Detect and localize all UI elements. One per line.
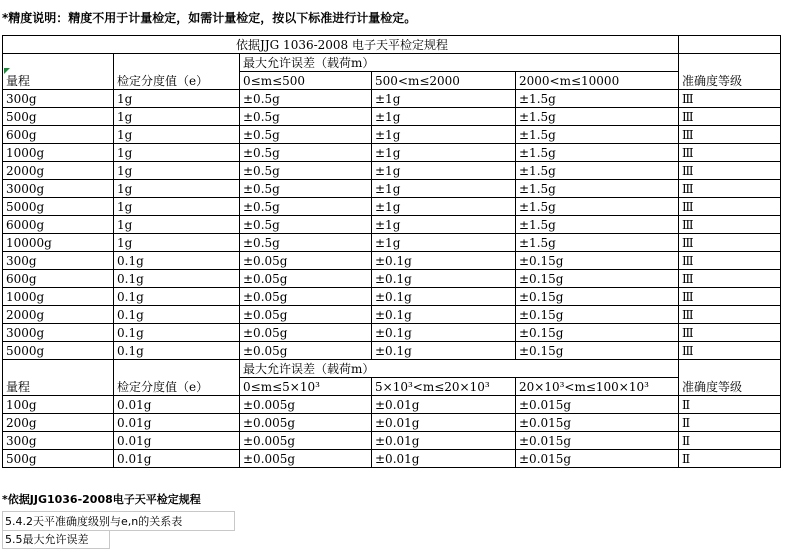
spec-table	[2, 35, 781, 468]
range-cell: 3000g	[3, 324, 114, 342]
mpe-band-2-cell: ±0.01g	[372, 396, 516, 414]
header-load-band-3: 2000<m≤10000	[516, 72, 679, 90]
division-cell: 0.1g	[114, 342, 240, 360]
mpe-band-1-cell: ±0.05g	[240, 270, 372, 288]
range-cell: 5000g	[3, 198, 114, 216]
precision-note: *精度说明：精度不用于计量检定，如需计量检定，按以下标准进行计量检定。	[2, 11, 417, 25]
mpe-band-2-cell: ±1g	[372, 162, 516, 180]
mpe-band-1-cell: ±0.005g	[240, 432, 372, 450]
table-row	[3, 306, 781, 324]
mpe-band-1-cell: ±0.05g	[240, 324, 372, 342]
division-cell: 0.01g	[114, 450, 240, 468]
table-row	[3, 450, 781, 468]
header-class: 准确度等级	[679, 54, 781, 90]
table-row	[3, 126, 781, 144]
mpe-band-3-cell: ±0.15g	[516, 270, 679, 288]
division-cell: 1g	[114, 180, 240, 198]
mpe-band-3-cell: ±0.015g	[516, 396, 679, 414]
footer-source-note: *依据JJG1036-2008电子天平检定规程	[2, 493, 201, 506]
division-cell: 1g	[114, 198, 240, 216]
range-cell: 300g	[3, 90, 114, 108]
mpe-band-1-cell: ±0.5g	[240, 126, 372, 144]
header-range: 量程	[3, 360, 114, 396]
mpe-band-3-cell: ±0.15g	[516, 306, 679, 324]
mpe-band-3-cell: ±0.015g	[516, 450, 679, 468]
mpe-band-3-cell: ±0.15g	[516, 252, 679, 270]
header-mpe: 最大允许误差（载荷m）	[240, 360, 679, 378]
mpe-band-2-cell: ±0.01g	[372, 414, 516, 432]
class-cell: Ⅲ	[679, 270, 781, 288]
table-row	[3, 90, 781, 108]
division-cell: 1g	[114, 234, 240, 252]
class-cell: Ⅲ	[679, 126, 781, 144]
table-row	[3, 180, 781, 198]
class-cell: Ⅲ	[679, 90, 781, 108]
mpe-band-1-cell: ±0.5g	[240, 180, 372, 198]
mpe-band-1-cell: ±0.5g	[240, 90, 372, 108]
header-load-band-3: 20×10³<m≤100×10³	[516, 378, 679, 396]
division-cell: 1g	[114, 216, 240, 234]
footer-ref-55[interactable]: 5.5最大允许误差	[2, 530, 110, 549]
table-row	[3, 288, 781, 306]
class-cell: Ⅲ	[679, 216, 781, 234]
mpe-band-1-cell: ±0.5g	[240, 162, 372, 180]
table-row	[3, 342, 781, 360]
class-cell: Ⅲ	[679, 198, 781, 216]
header-load-band-2: 5×10³<m≤20×10³	[372, 378, 516, 396]
mpe-band-1-cell: ±0.05g	[240, 252, 372, 270]
range-cell: 5000g	[3, 342, 114, 360]
range-cell: 100g	[3, 396, 114, 414]
class-cell: Ⅲ	[679, 162, 781, 180]
class-cell: Ⅱ	[679, 450, 781, 468]
class-cell: Ⅱ	[679, 396, 781, 414]
table-row	[3, 144, 781, 162]
mpe-band-2-cell: ±1g	[372, 216, 516, 234]
mpe-band-1-cell: ±0.005g	[240, 396, 372, 414]
cell-selection-marker	[4, 68, 10, 74]
range-cell: 600g	[3, 126, 114, 144]
mpe-band-3-cell: ±1.5g	[516, 180, 679, 198]
mpe-band-2-cell: ±0.1g	[372, 306, 516, 324]
header-row-1a	[3, 54, 781, 72]
mpe-band-3-cell: ±1.5g	[516, 126, 679, 144]
division-cell: 0.01g	[114, 414, 240, 432]
division-cell: 1g	[114, 108, 240, 126]
range-cell: 200g	[3, 414, 114, 432]
mpe-band-1-cell: ±0.05g	[240, 342, 372, 360]
division-cell: 0.1g	[114, 324, 240, 342]
range-cell: 300g	[3, 252, 114, 270]
table-title: 依据JJG 1036-2008 电子天平检定规程	[3, 36, 679, 54]
mpe-band-3-cell: ±0.15g	[516, 288, 679, 306]
class-cell: Ⅱ	[679, 432, 781, 450]
header-load-band-1: 0≤m≤5×10³	[240, 378, 372, 396]
table-row	[3, 108, 781, 126]
table-row	[3, 162, 781, 180]
class-cell: Ⅲ	[679, 324, 781, 342]
division-cell: 0.01g	[114, 396, 240, 414]
range-cell: 1000g	[3, 288, 114, 306]
mpe-band-2-cell: ±1g	[372, 180, 516, 198]
division-cell: 0.1g	[114, 252, 240, 270]
mpe-band-3-cell: ±0.015g	[516, 432, 679, 450]
range-cell: 300g	[3, 432, 114, 450]
division-cell: 0.1g	[114, 306, 240, 324]
range-cell: 6000g	[3, 216, 114, 234]
class-cell: Ⅲ	[679, 288, 781, 306]
class-cell: Ⅲ	[679, 144, 781, 162]
mpe-band-2-cell: ±0.1g	[372, 288, 516, 306]
mpe-band-3-cell: ±0.15g	[516, 324, 679, 342]
mpe-band-2-cell: ±0.01g	[372, 450, 516, 468]
division-cell: 0.01g	[114, 432, 240, 450]
header-row-2a	[3, 360, 781, 378]
mpe-band-2-cell: ±1g	[372, 108, 516, 126]
table-row	[3, 414, 781, 432]
mpe-band-2-cell: ±1g	[372, 144, 516, 162]
title-blank-cell	[679, 36, 781, 54]
range-cell: 3000g	[3, 180, 114, 198]
table-row	[3, 396, 781, 414]
mpe-band-3-cell: ±0.15g	[516, 342, 679, 360]
table-row	[3, 234, 781, 252]
mpe-band-3-cell: ±1.5g	[516, 90, 679, 108]
header-range: 量程	[3, 54, 114, 90]
class-cell: Ⅲ	[679, 342, 781, 360]
header-mpe: 最大允许误差（载荷m）	[240, 54, 679, 72]
division-cell: 1g	[114, 126, 240, 144]
mpe-band-1-cell: ±0.5g	[240, 108, 372, 126]
mpe-band-1-cell: ±0.5g	[240, 216, 372, 234]
footer-ref-542[interactable]: 5.4.2天平准确度级别与e,n的关系表	[2, 511, 235, 531]
mpe-band-2-cell: ±1g	[372, 198, 516, 216]
table-row	[3, 432, 781, 450]
header-load-band-2: 500<m≤2000	[372, 72, 516, 90]
mpe-band-2-cell: ±0.1g	[372, 342, 516, 360]
table-row	[3, 324, 781, 342]
class-cell: Ⅲ	[679, 306, 781, 324]
range-cell: 500g	[3, 108, 114, 126]
division-cell: 0.1g	[114, 288, 240, 306]
class-cell: Ⅲ	[679, 234, 781, 252]
mpe-band-1-cell: ±0.5g	[240, 234, 372, 252]
header-division: 检定分度值（e）	[114, 360, 240, 396]
table-row	[3, 252, 781, 270]
range-cell: 600g	[3, 270, 114, 288]
table-row	[3, 198, 781, 216]
mpe-band-3-cell: ±1.5g	[516, 198, 679, 216]
division-cell: 1g	[114, 90, 240, 108]
mpe-band-2-cell: ±1g	[372, 126, 516, 144]
class-cell: Ⅱ	[679, 414, 781, 432]
mpe-band-3-cell: ±0.015g	[516, 414, 679, 432]
class-cell: Ⅲ	[679, 108, 781, 126]
header-load-band-1: 0≤m≤500	[240, 72, 372, 90]
mpe-band-1-cell: ±0.005g	[240, 414, 372, 432]
range-cell: 1000g	[3, 144, 114, 162]
mpe-band-1-cell: ±0.5g	[240, 144, 372, 162]
mpe-band-2-cell: ±1g	[372, 90, 516, 108]
range-cell: 2000g	[3, 306, 114, 324]
table-row	[3, 270, 781, 288]
header-class: 准确度等级	[679, 360, 781, 396]
mpe-band-1-cell: ±0.05g	[240, 288, 372, 306]
class-cell: Ⅲ	[679, 252, 781, 270]
header-division: 检定分度值（e）	[114, 54, 240, 90]
mpe-band-2-cell: ±0.01g	[372, 432, 516, 450]
division-cell: 0.1g	[114, 270, 240, 288]
mpe-band-3-cell: ±1.5g	[516, 216, 679, 234]
mpe-band-2-cell: ±0.1g	[372, 252, 516, 270]
mpe-band-1-cell: ±0.05g	[240, 306, 372, 324]
range-cell: 2000g	[3, 162, 114, 180]
mpe-band-3-cell: ±1.5g	[516, 162, 679, 180]
class-cell: Ⅲ	[679, 180, 781, 198]
division-cell: 1g	[114, 144, 240, 162]
mpe-band-3-cell: ±1.5g	[516, 144, 679, 162]
mpe-band-2-cell: ±0.1g	[372, 270, 516, 288]
table-row	[3, 216, 781, 234]
mpe-band-2-cell: ±0.1g	[372, 324, 516, 342]
mpe-band-3-cell: ±1.5g	[516, 108, 679, 126]
mpe-band-1-cell: ±0.5g	[240, 198, 372, 216]
range-cell: 10000g	[3, 234, 114, 252]
division-cell: 1g	[114, 162, 240, 180]
mpe-band-2-cell: ±1g	[372, 234, 516, 252]
mpe-band-3-cell: ±1.5g	[516, 234, 679, 252]
mpe-band-1-cell: ±0.005g	[240, 450, 372, 468]
range-cell: 500g	[3, 450, 114, 468]
title-row	[3, 36, 781, 54]
spec-sheet	[2, 35, 780, 468]
